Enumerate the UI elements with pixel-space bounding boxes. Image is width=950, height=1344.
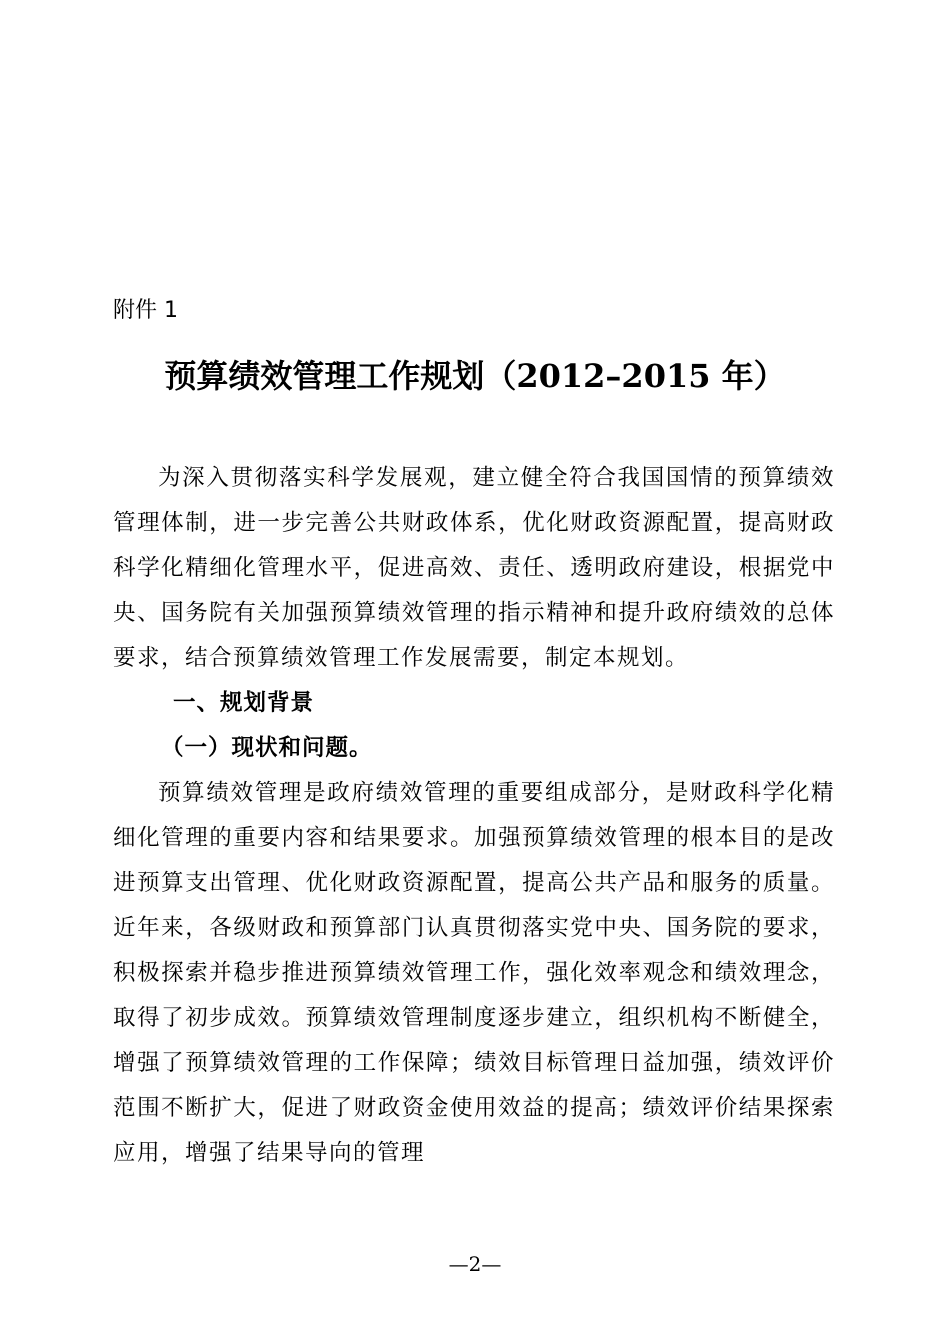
document-title: 预算绩效管理工作规划（2012–2015 年） (164, 357, 786, 395)
intro-section (113, 456, 835, 1176)
attachment-label: 附件 1 (113, 298, 178, 323)
body-paragraph: 预算绩效管理是政府绩效管理的重要组成部分，是财政科学化精细化管理的重要内容和结果要求。加强预算绩效管理的根本目的是改进预算支出管理、优化财政资源配置，提高公共产品和服务的质量。近年来，各级财政和预算部门认真贯彻落实党中央、国务院的要求，积极探索并稳步推进预算绩效管理工作，强化效率观念和绩效理念，取得了初步成效。预算绩效管理制度逐步建立，组织机构不断健全，增强了预算绩效管理的工作保障；绩效目标管理日益加强，绩效评价范围不断扩大，促进了财政资金使用效益的提高；绩效评价结果探索应用，增强了结果导向的管理 (113, 780, 835, 1166)
intro-paragraph: 为深入贯彻落实科学发展观，建立健全符合我国国情的预算绩效管理体制，进一步完善公共财政体系，优化财政资源配置，提高财政科学化精细化管理水平，促进高效、责任、透明政府建设，根据党中央、国务院有关加强预算绩效管理的指示精神和提升政府绩效的总体要求，结合预算绩效管理工作发展需要，制定本规划。 (113, 465, 835, 671)
subsection-heading: （一）现状和问题。 (161, 735, 373, 761)
page-number: —2— (448, 1252, 502, 1276)
section-heading: 一、规划背景 (173, 690, 315, 716)
